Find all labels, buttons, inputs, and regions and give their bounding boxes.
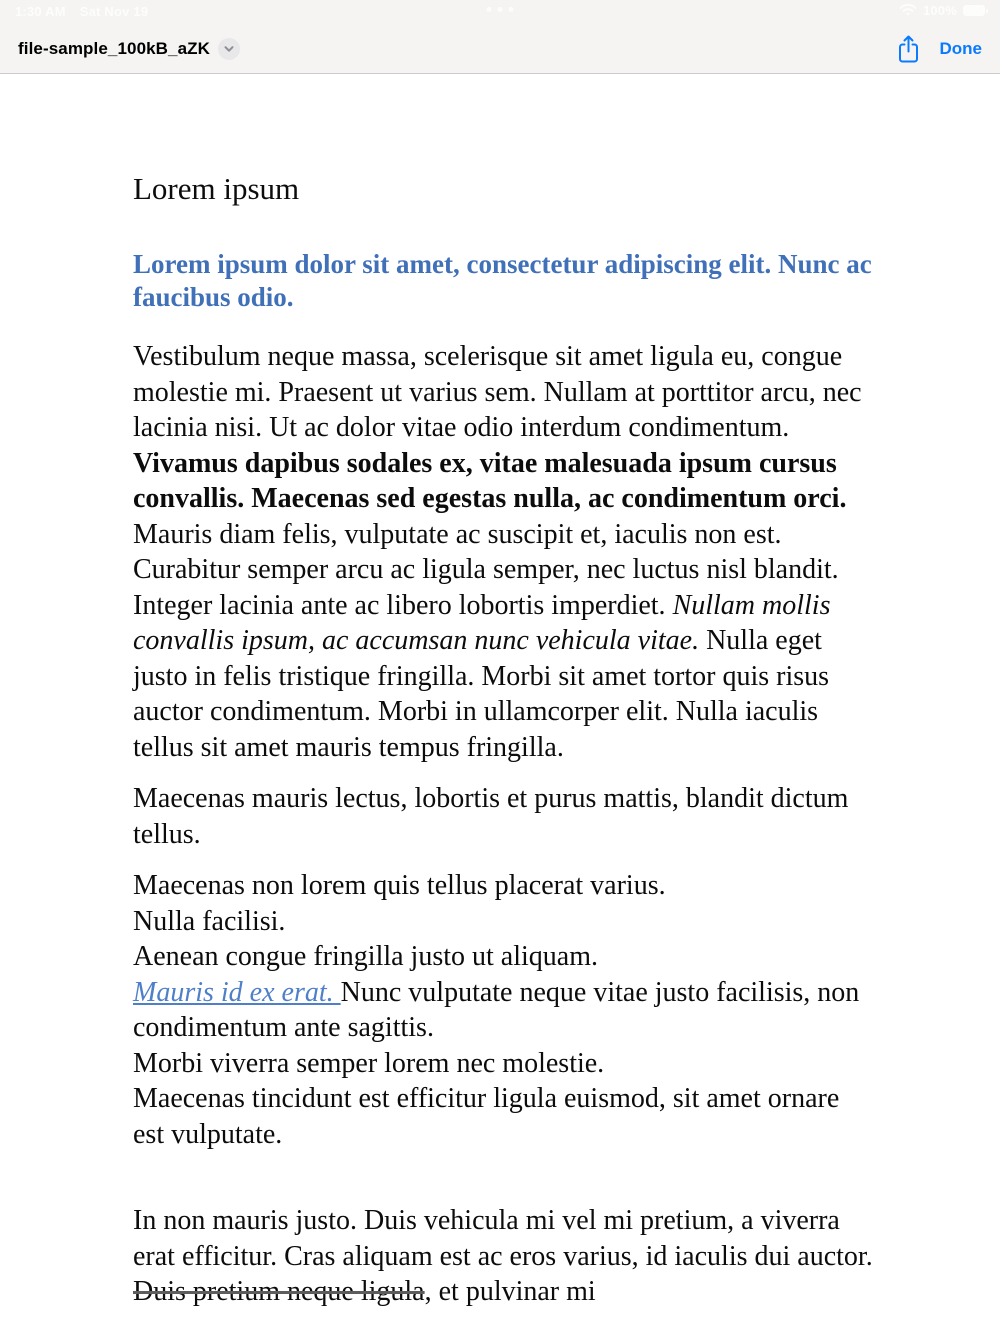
status-right [899, 3, 988, 18]
document-paragraph [133, 868, 873, 1152]
text-run: Morbi viverra semper lorem nec molestie. [133, 1047, 605, 1079]
document-paragraph [133, 339, 873, 765]
multitasking-dots-handle[interactable] [487, 7, 514, 12]
text-run: , et pulvinar mi [424, 1276, 596, 1307]
title-options-button[interactable] [218, 38, 240, 60]
document-paragraph [133, 781, 873, 852]
text-run: Maecenas tincidunt est efficitur ligula euismod, sit amet ornare est vulputate. [133, 1083, 840, 1150]
document-title-group [18, 38, 240, 60]
status-time: 1:30 AM [15, 4, 66, 19]
text-run: Nullam mollis convallis ipsum, ac accumsan nunc vehicula vitae. [133, 589, 831, 656]
top-bar [0, 0, 1000, 74]
share-icon [895, 34, 922, 64]
nav-actions [895, 34, 983, 64]
inline-link[interactable]: Mauris id ex erat. [133, 976, 341, 1008]
paragraph-spacer [133, 1168, 873, 1203]
text-run: Maecenas non lorem quis tellus placerat varius. [133, 870, 666, 901]
dot-icon [487, 7, 492, 12]
document-subtitle: Lorem ipsum dolor sit amet, consectetur adipiscing elit. Nunc ac faucibus odio. [133, 249, 872, 312]
dot-icon [498, 7, 503, 12]
text-run: Maecenas mauris lectus, lobortis et purus mattis, blandit dictum tellus. [133, 783, 849, 850]
text-run: Nulla facilisi. [133, 905, 286, 937]
chevron-down-icon [222, 42, 236, 56]
dot-icon [509, 7, 514, 12]
document-paragraph [133, 1203, 873, 1310]
status-left [15, 4, 148, 19]
wifi-icon [899, 4, 917, 17]
text-run: Duis pretium neque ligula [133, 1276, 425, 1307]
document-body [133, 339, 873, 1310]
text-run: In non mauris justo. Duis vehicula mi vel mi pretium, a viverra erat efficitur. Cras aliquam est ac eros varius, id iaculis dui auctor. [133, 1205, 873, 1272]
document-heading: Lorem ipsum [133, 171, 300, 206]
text-run: Mauris diam felis, vulputate ac suscipit et, iaculis non est. Curabitur semper arcu ac ligula semper, nec luctus nisl blandit. Integer lacinia ante ac libero lobortis imperdiet. [133, 518, 839, 621]
status-bar [0, 0, 1000, 24]
text-run: Vivamus dapibus sodales ex, vitae malesuada ipsum cursus convallis. Maecenas sed egestas nulla, ac condimentum orci. [133, 447, 847, 514]
nav-bar [0, 24, 1000, 73]
battery-icon [963, 5, 988, 16]
battery-percent: 100% [922, 3, 957, 18]
text-run: Vestibulum neque massa, scelerisque sit amet ligula eu, congue molestie mi. Praesent ut varius sem. Nullam at porttitor arcu, nec lacinia nisi. Ut ac dolor vitae odio interdum condimentum. [133, 341, 862, 443]
done-button[interactable]: Done [939, 38, 982, 58]
document-title: file-sample_100kB_aZK [18, 38, 211, 58]
text-run: Nunc vulputate neque vitae justo facilisis, non condimentum ante sagittis. [133, 976, 860, 1043]
text-run: Nulla eget justo in felis tristique fringilla. Morbi sit amet tortor quis risus auctor condimentum. Morbi in ullamcorper elit. Nulla iaculis tellus sit amet mauris tempus fringilla. [133, 625, 830, 763]
text-run: Aenean congue fringilla justo ut aliquam. [133, 941, 598, 972]
document-preview-area[interactable] [0, 75, 1000, 1334]
document-page [0, 75, 877, 1310]
share-button[interactable] [895, 34, 922, 64]
status-date: Sat Nov 19 [79, 4, 149, 19]
